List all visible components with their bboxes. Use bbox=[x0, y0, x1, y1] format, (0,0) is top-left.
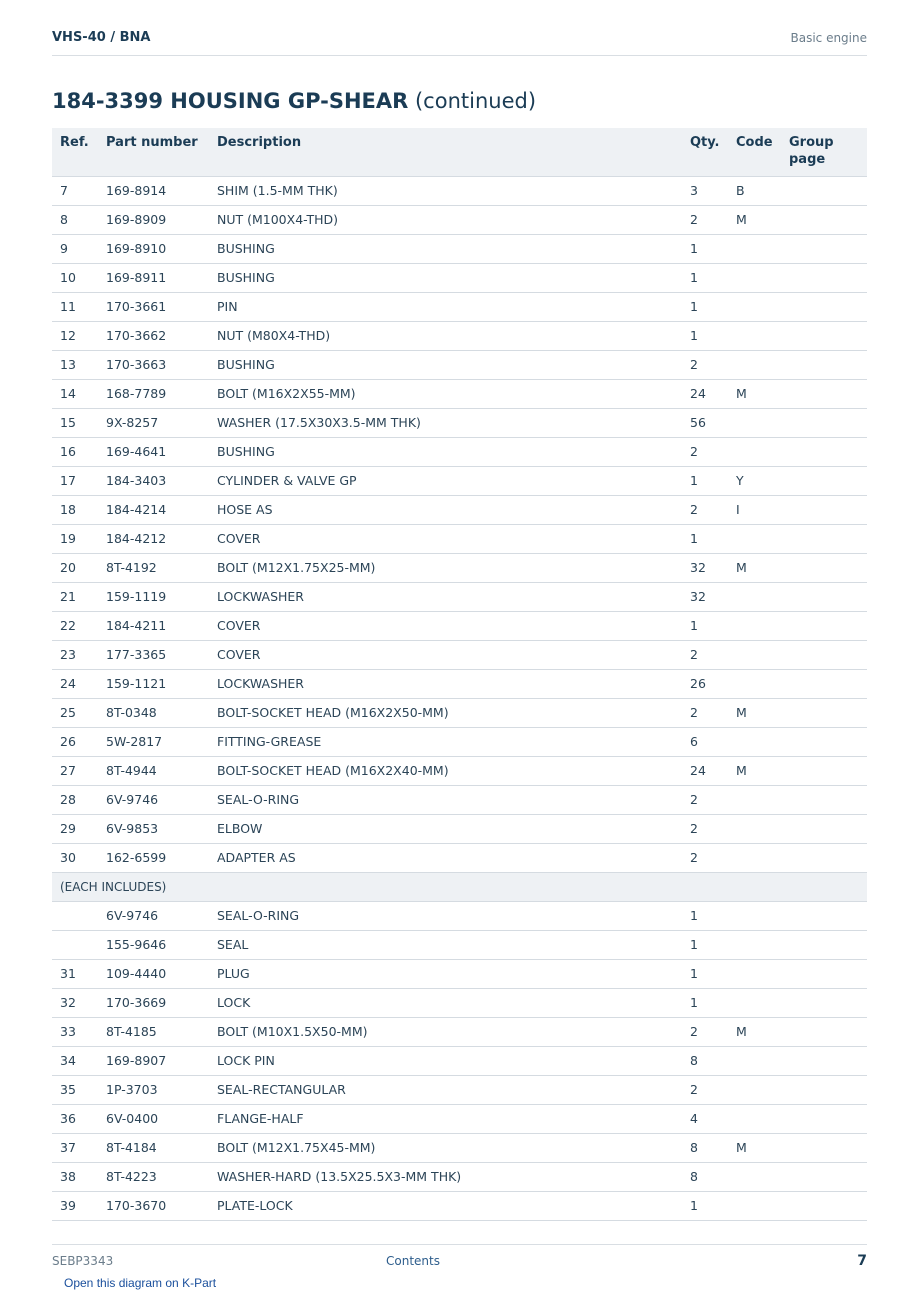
cell-description: SEAL-O-RING bbox=[209, 785, 682, 814]
includes-row bbox=[52, 872, 867, 901]
cell-qty: 32 bbox=[682, 553, 728, 582]
cell-code bbox=[728, 727, 781, 756]
cell-group-page bbox=[781, 1104, 867, 1133]
cell-description: BOLT-SOCKET HEAD (M16X2X50-MM) bbox=[209, 698, 682, 727]
table-header-row bbox=[52, 128, 867, 176]
cell-qty: 1 bbox=[682, 901, 728, 930]
cell-part-number: 169-8910 bbox=[98, 234, 209, 263]
table-row bbox=[52, 1075, 867, 1104]
cell-group-page bbox=[781, 959, 867, 988]
parts-table bbox=[52, 128, 867, 1221]
cell-code: M bbox=[728, 1017, 781, 1046]
cell-part-number: 170-3669 bbox=[98, 988, 209, 1017]
cell-qty: 2 bbox=[682, 437, 728, 466]
column-header-group-page: Group page bbox=[781, 128, 867, 176]
cell-group-page bbox=[781, 814, 867, 843]
table-row bbox=[52, 727, 867, 756]
table-row bbox=[52, 1046, 867, 1075]
cell-code bbox=[728, 988, 781, 1017]
cell-part-number: 109-4440 bbox=[98, 959, 209, 988]
cell-group-page bbox=[781, 582, 867, 611]
cell-description: PLATE-LOCK bbox=[209, 1191, 682, 1220]
cell-group-page bbox=[781, 1046, 867, 1075]
cell-ref: 14 bbox=[52, 379, 98, 408]
cell-description: BOLT-SOCKET HEAD (M16X2X40-MM) bbox=[209, 756, 682, 785]
includes-label: (EACH INCLUDES) bbox=[52, 872, 867, 901]
page-header bbox=[52, 28, 867, 56]
cell-part-number: 159-1119 bbox=[98, 582, 209, 611]
cell-part-number: 184-4212 bbox=[98, 524, 209, 553]
cell-description: WASHER-HARD (13.5X25.5X3-MM THK) bbox=[209, 1162, 682, 1191]
document-id: SEBP3343 bbox=[52, 1254, 114, 1268]
cell-qty: 1 bbox=[682, 611, 728, 640]
cell-group-page bbox=[781, 408, 867, 437]
cell-description: ELBOW bbox=[209, 814, 682, 843]
column-header-description: Description bbox=[209, 128, 682, 176]
cell-ref bbox=[52, 901, 98, 930]
cell-ref: 20 bbox=[52, 553, 98, 582]
cell-qty: 6 bbox=[682, 727, 728, 756]
cell-ref: 9 bbox=[52, 234, 98, 263]
cell-description: LOCK bbox=[209, 988, 682, 1017]
page-footer bbox=[52, 1244, 867, 1275]
cell-qty: 24 bbox=[682, 756, 728, 785]
cell-part-number: 1P-3703 bbox=[98, 1075, 209, 1104]
cell-ref: 21 bbox=[52, 582, 98, 611]
cell-qty: 1 bbox=[682, 466, 728, 495]
cell-qty: 1 bbox=[682, 930, 728, 959]
column-header-code: Code bbox=[728, 128, 781, 176]
cell-description: ADAPTER AS bbox=[209, 843, 682, 872]
cell-qty: 8 bbox=[682, 1133, 728, 1162]
cell-qty: 2 bbox=[682, 350, 728, 379]
table-row bbox=[52, 379, 867, 408]
cell-group-page bbox=[781, 263, 867, 292]
cell-part-number: 169-8907 bbox=[98, 1046, 209, 1075]
cell-part-number: 177-3365 bbox=[98, 640, 209, 669]
cell-code bbox=[728, 1104, 781, 1133]
cell-qty: 3 bbox=[682, 176, 728, 205]
cell-qty: 2 bbox=[682, 1017, 728, 1046]
cell-description: LOCK PIN bbox=[209, 1046, 682, 1075]
cell-ref: 25 bbox=[52, 698, 98, 727]
cell-group-page bbox=[781, 1162, 867, 1191]
table-row bbox=[52, 698, 867, 727]
cell-code bbox=[728, 1046, 781, 1075]
cell-ref: 30 bbox=[52, 843, 98, 872]
cell-code bbox=[728, 524, 781, 553]
cell-group-page bbox=[781, 524, 867, 553]
cell-description: PIN bbox=[209, 292, 682, 321]
cell-part-number: 8T-4192 bbox=[98, 553, 209, 582]
cell-part-number: 159-1121 bbox=[98, 669, 209, 698]
cell-ref: 15 bbox=[52, 408, 98, 437]
cell-code: Y bbox=[728, 466, 781, 495]
cell-qty: 2 bbox=[682, 205, 728, 234]
cell-part-number: 6V-9853 bbox=[98, 814, 209, 843]
table-row bbox=[52, 1104, 867, 1133]
table-row bbox=[52, 176, 867, 205]
cell-ref: 8 bbox=[52, 205, 98, 234]
cell-part-number: 184-3403 bbox=[98, 466, 209, 495]
cell-description: COVER bbox=[209, 640, 682, 669]
cell-group-page bbox=[781, 930, 867, 959]
cell-qty: 1 bbox=[682, 524, 728, 553]
cell-code: M bbox=[728, 1133, 781, 1162]
cell-description: BOLT (M10X1.5X50-MM) bbox=[209, 1017, 682, 1046]
cell-group-page bbox=[781, 727, 867, 756]
cell-qty: 8 bbox=[682, 1046, 728, 1075]
cell-qty: 2 bbox=[682, 814, 728, 843]
cell-qty: 1 bbox=[682, 959, 728, 988]
cell-code: M bbox=[728, 379, 781, 408]
table-row bbox=[52, 524, 867, 553]
cell-group-page bbox=[781, 669, 867, 698]
cell-description: CYLINDER & VALVE GP bbox=[209, 466, 682, 495]
cell-group-page bbox=[781, 379, 867, 408]
cell-group-page bbox=[781, 698, 867, 727]
cell-qty: 8 bbox=[682, 1162, 728, 1191]
page-title bbox=[52, 89, 536, 113]
page-title-suffix: (continued) bbox=[414, 89, 537, 113]
table-row bbox=[52, 814, 867, 843]
table-row bbox=[52, 234, 867, 263]
cell-ref: 26 bbox=[52, 727, 98, 756]
cell-ref: 10 bbox=[52, 263, 98, 292]
page-number: 7 bbox=[857, 1253, 867, 1269]
cell-code bbox=[728, 582, 781, 611]
cell-qty: 1 bbox=[682, 292, 728, 321]
cell-qty: 1 bbox=[682, 234, 728, 263]
table-row bbox=[52, 263, 867, 292]
table-row bbox=[52, 1162, 867, 1191]
cell-description: BOLT (M12X1.75X45-MM) bbox=[209, 1133, 682, 1162]
cell-code: M bbox=[728, 553, 781, 582]
cell-ref: 39 bbox=[52, 1191, 98, 1220]
table-row bbox=[52, 930, 867, 959]
cell-part-number: 8T-4185 bbox=[98, 1017, 209, 1046]
table-row bbox=[52, 205, 867, 234]
cell-qty: 2 bbox=[682, 785, 728, 814]
cell-code: M bbox=[728, 698, 781, 727]
cell-code bbox=[728, 1075, 781, 1104]
cell-qty: 56 bbox=[682, 408, 728, 437]
table-row bbox=[52, 640, 867, 669]
cell-ref: 17 bbox=[52, 466, 98, 495]
cell-group-page bbox=[781, 176, 867, 205]
cell-code bbox=[728, 234, 781, 263]
cell-code bbox=[728, 437, 781, 466]
cell-group-page bbox=[781, 350, 867, 379]
cell-part-number: 8T-4184 bbox=[98, 1133, 209, 1162]
table-row bbox=[52, 408, 867, 437]
cell-part-number: 9X-8257 bbox=[98, 408, 209, 437]
cell-part-number: 169-4641 bbox=[98, 437, 209, 466]
cell-description: BUSHING bbox=[209, 263, 682, 292]
cell-ref: 38 bbox=[52, 1162, 98, 1191]
cell-description: NUT (M80X4-THD) bbox=[209, 321, 682, 350]
column-header-part-number: Part number bbox=[98, 128, 209, 176]
cell-qty: 24 bbox=[682, 379, 728, 408]
cell-description: SHIM (1.5-MM THK) bbox=[209, 176, 682, 205]
cell-description: PLUG bbox=[209, 959, 682, 988]
cell-code bbox=[728, 321, 781, 350]
cell-group-page bbox=[781, 756, 867, 785]
cell-code bbox=[728, 669, 781, 698]
cell-part-number: 170-3663 bbox=[98, 350, 209, 379]
cell-code: M bbox=[728, 756, 781, 785]
cell-ref: 31 bbox=[52, 959, 98, 988]
cell-ref: 33 bbox=[52, 1017, 98, 1046]
cell-part-number: 5W-2817 bbox=[98, 727, 209, 756]
parts-table-body bbox=[52, 176, 867, 1220]
table-row bbox=[52, 495, 867, 524]
page-title-main: 184-3399 HOUSING GP-SHEAR bbox=[52, 89, 409, 113]
cell-ref: 23 bbox=[52, 640, 98, 669]
cell-group-page bbox=[781, 1075, 867, 1104]
table-row bbox=[52, 1133, 867, 1162]
table-row bbox=[52, 1191, 867, 1220]
cell-description: WASHER (17.5X30X3.5-MM THK) bbox=[209, 408, 682, 437]
cell-group-page bbox=[781, 292, 867, 321]
cell-ref: 22 bbox=[52, 611, 98, 640]
cell-description: FLANGE-HALF bbox=[209, 1104, 682, 1133]
cell-qty: 2 bbox=[682, 1075, 728, 1104]
cell-group-page bbox=[781, 1191, 867, 1220]
cell-code bbox=[728, 408, 781, 437]
cell-qty: 2 bbox=[682, 698, 728, 727]
cell-qty: 32 bbox=[682, 582, 728, 611]
cell-code bbox=[728, 785, 781, 814]
cell-ref: 18 bbox=[52, 495, 98, 524]
table-row bbox=[52, 785, 867, 814]
cell-description: BUSHING bbox=[209, 437, 682, 466]
cell-group-page bbox=[781, 1017, 867, 1046]
cell-ref: 11 bbox=[52, 292, 98, 321]
cell-code bbox=[728, 930, 781, 959]
cell-qty: 1 bbox=[682, 263, 728, 292]
cell-part-number: 6V-9746 bbox=[98, 901, 209, 930]
cell-ref: 35 bbox=[52, 1075, 98, 1104]
table-row bbox=[52, 756, 867, 785]
table-row bbox=[52, 582, 867, 611]
cell-part-number: 6V-9746 bbox=[98, 785, 209, 814]
cell-part-number: 170-3670 bbox=[98, 1191, 209, 1220]
cell-code bbox=[728, 959, 781, 988]
cell-part-number: 168-7789 bbox=[98, 379, 209, 408]
cell-ref: 19 bbox=[52, 524, 98, 553]
table-row bbox=[52, 901, 867, 930]
cell-part-number: 184-4214 bbox=[98, 495, 209, 524]
cell-ref: 16 bbox=[52, 437, 98, 466]
cell-qty: 4 bbox=[682, 1104, 728, 1133]
cell-description: LOCKWASHER bbox=[209, 669, 682, 698]
cell-part-number: 169-8914 bbox=[98, 176, 209, 205]
cell-code bbox=[728, 901, 781, 930]
cell-qty: 2 bbox=[682, 843, 728, 872]
cell-description: COVER bbox=[209, 611, 682, 640]
cell-group-page bbox=[781, 321, 867, 350]
cell-part-number: 8T-0348 bbox=[98, 698, 209, 727]
table-row bbox=[52, 959, 867, 988]
cell-ref: 13 bbox=[52, 350, 98, 379]
cell-part-number: 169-8911 bbox=[98, 263, 209, 292]
cell-part-number: 170-3662 bbox=[98, 321, 209, 350]
cell-description: SEAL bbox=[209, 930, 682, 959]
cell-description: COVER bbox=[209, 524, 682, 553]
cell-description: SEAL-RECTANGULAR bbox=[209, 1075, 682, 1104]
cell-qty: 26 bbox=[682, 669, 728, 698]
cell-ref: 32 bbox=[52, 988, 98, 1017]
cell-description: NUT (M100X4-THD) bbox=[209, 205, 682, 234]
cell-code bbox=[728, 640, 781, 669]
cell-description: BOLT (M12X1.75X25-MM) bbox=[209, 553, 682, 582]
table-row bbox=[52, 988, 867, 1017]
table-row bbox=[52, 1017, 867, 1046]
column-header-ref: Ref. bbox=[52, 128, 98, 176]
cell-group-page bbox=[781, 988, 867, 1017]
table-row bbox=[52, 437, 867, 466]
table-row bbox=[52, 466, 867, 495]
table-row bbox=[52, 669, 867, 698]
cell-code bbox=[728, 1162, 781, 1191]
cell-group-page bbox=[781, 234, 867, 263]
table-row bbox=[52, 843, 867, 872]
cell-part-number: 8T-4223 bbox=[98, 1162, 209, 1191]
cell-qty: 1 bbox=[682, 1191, 728, 1220]
cell-code bbox=[728, 1191, 781, 1220]
cell-description: BUSHING bbox=[209, 350, 682, 379]
cell-ref: 12 bbox=[52, 321, 98, 350]
cell-ref: 24 bbox=[52, 669, 98, 698]
cell-group-page bbox=[781, 495, 867, 524]
cell-part-number: 169-8909 bbox=[98, 205, 209, 234]
cell-code bbox=[728, 350, 781, 379]
cell-description: BOLT (M16X2X55-MM) bbox=[209, 379, 682, 408]
cell-part-number: 8T-4944 bbox=[98, 756, 209, 785]
cell-group-page bbox=[781, 901, 867, 930]
cell-qty: 2 bbox=[682, 640, 728, 669]
cell-code: M bbox=[728, 205, 781, 234]
cell-part-number: 155-9646 bbox=[98, 930, 209, 959]
table-row bbox=[52, 553, 867, 582]
cell-group-page bbox=[781, 1133, 867, 1162]
cell-ref bbox=[52, 930, 98, 959]
cell-qty: 2 bbox=[682, 495, 728, 524]
contents-link[interactable]: Contents bbox=[386, 1254, 440, 1268]
cell-ref: 34 bbox=[52, 1046, 98, 1075]
cell-ref: 28 bbox=[52, 785, 98, 814]
cell-description: LOCKWASHER bbox=[209, 582, 682, 611]
column-header-qty: Qty. bbox=[682, 128, 728, 176]
cell-description: BUSHING bbox=[209, 234, 682, 263]
cell-qty: 1 bbox=[682, 321, 728, 350]
cell-group-page bbox=[781, 466, 867, 495]
cell-description: SEAL-O-RING bbox=[209, 901, 682, 930]
cell-ref: 7 bbox=[52, 176, 98, 205]
cell-description: HOSE AS bbox=[209, 495, 682, 524]
cell-code bbox=[728, 843, 781, 872]
cell-code: B bbox=[728, 176, 781, 205]
cell-group-page bbox=[781, 785, 867, 814]
cell-group-page bbox=[781, 640, 867, 669]
cell-group-page bbox=[781, 553, 867, 582]
cell-ref: 29 bbox=[52, 814, 98, 843]
cell-ref: 37 bbox=[52, 1133, 98, 1162]
cell-code bbox=[728, 292, 781, 321]
cell-ref: 27 bbox=[52, 756, 98, 785]
table-row bbox=[52, 611, 867, 640]
cell-code bbox=[728, 611, 781, 640]
cell-qty: 1 bbox=[682, 988, 728, 1017]
cell-part-number: 184-4211 bbox=[98, 611, 209, 640]
cell-description: FITTING-GREASE bbox=[209, 727, 682, 756]
table-row bbox=[52, 321, 867, 350]
cell-part-number: 170-3661 bbox=[98, 292, 209, 321]
cell-code bbox=[728, 814, 781, 843]
open-diagram-kpart-link[interactable]: Open this diagram on K-Part bbox=[64, 1276, 217, 1290]
model-label: VHS-40 / BNA bbox=[52, 30, 151, 45]
section-label: Basic engine bbox=[790, 31, 867, 45]
cell-group-page bbox=[781, 611, 867, 640]
cell-group-page bbox=[781, 843, 867, 872]
cell-group-page bbox=[781, 437, 867, 466]
cell-code bbox=[728, 263, 781, 292]
table-row bbox=[52, 292, 867, 321]
cell-part-number: 162-6599 bbox=[98, 843, 209, 872]
cell-group-page bbox=[781, 205, 867, 234]
cell-ref: 36 bbox=[52, 1104, 98, 1133]
cell-code: I bbox=[728, 495, 781, 524]
table-row bbox=[52, 350, 867, 379]
cell-part-number: 6V-0400 bbox=[98, 1104, 209, 1133]
